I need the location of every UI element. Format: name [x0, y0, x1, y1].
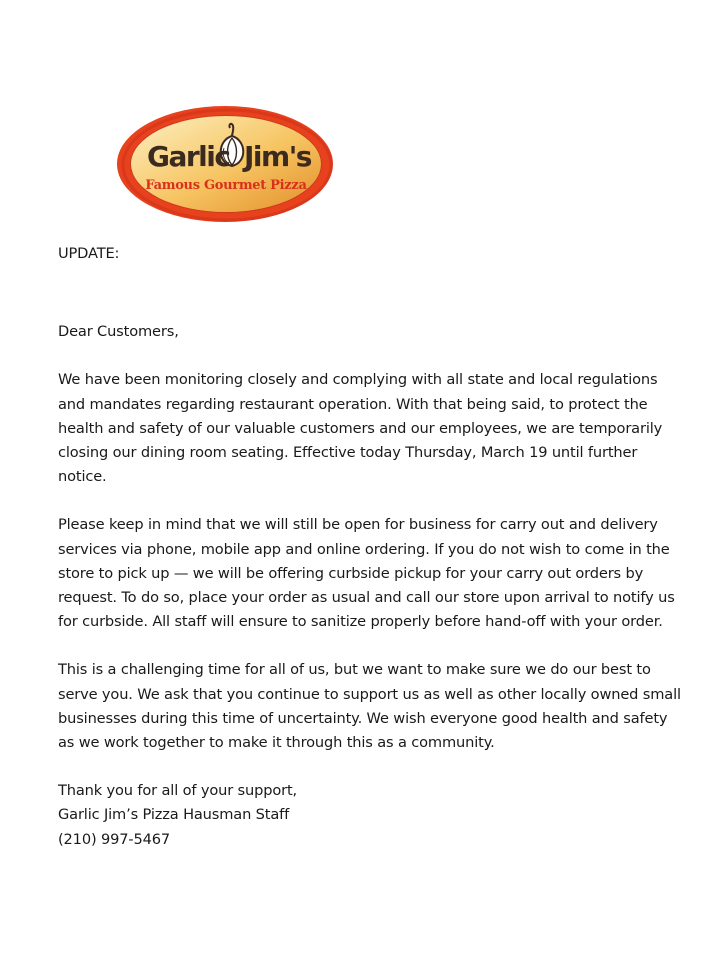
logo-tagline: Famous Gourmet Pizza — [145, 178, 307, 193]
closing-thanks: Thank you for all of your support, — [58, 782, 298, 800]
paragraph-carryout-delivery: Please keep in mind that we will still be open for business for carry out and delivery services via phone, mobile app and online ordering. If you do not wish to come in the store to pick up — we will be offering curbside pickup for your carry out orders by request. To do so, place your order as usual and call our store upon arrival to notify us for curbside. All staff will ensure to sanitize properly before hand-off with your order. — [58, 516, 675, 631]
paragraph-community-support: This is a challenging time for all of us, but we want to make sure we do our best to serve you. We ask that you continue to support us as well as other locally owned small businesses during this time of uncertainty. We wish everyone good health and safety as we work together to make it through this as a community. — [58, 661, 681, 752]
logo-emblem — [114, 102, 338, 228]
garlic-jims-logo — [114, 102, 338, 228]
logo-name-right: Jim's — [244, 140, 311, 173]
update-heading: UPDATE: — [58, 245, 120, 262]
signature-staff: Garlic Jim’s Pizza Hausman Staff — [58, 806, 290, 824]
letter-body — [58, 242, 688, 852]
phone-number: (210) 997-5467 — [58, 830, 171, 848]
paragraph-closure-notice: We have been monitoring closely and complying with all state and local regulations and mandates regarding restaurant operation. With that being said, to protect the health and safety of our valuable customers and our employees, we are temporarily closing our dining room seating. Effective today Thursday, March 19 until further notice. — [58, 371, 663, 486]
greeting: Dear Customers, — [58, 323, 179, 341]
logo-name-left: Garlic — [147, 140, 230, 173]
